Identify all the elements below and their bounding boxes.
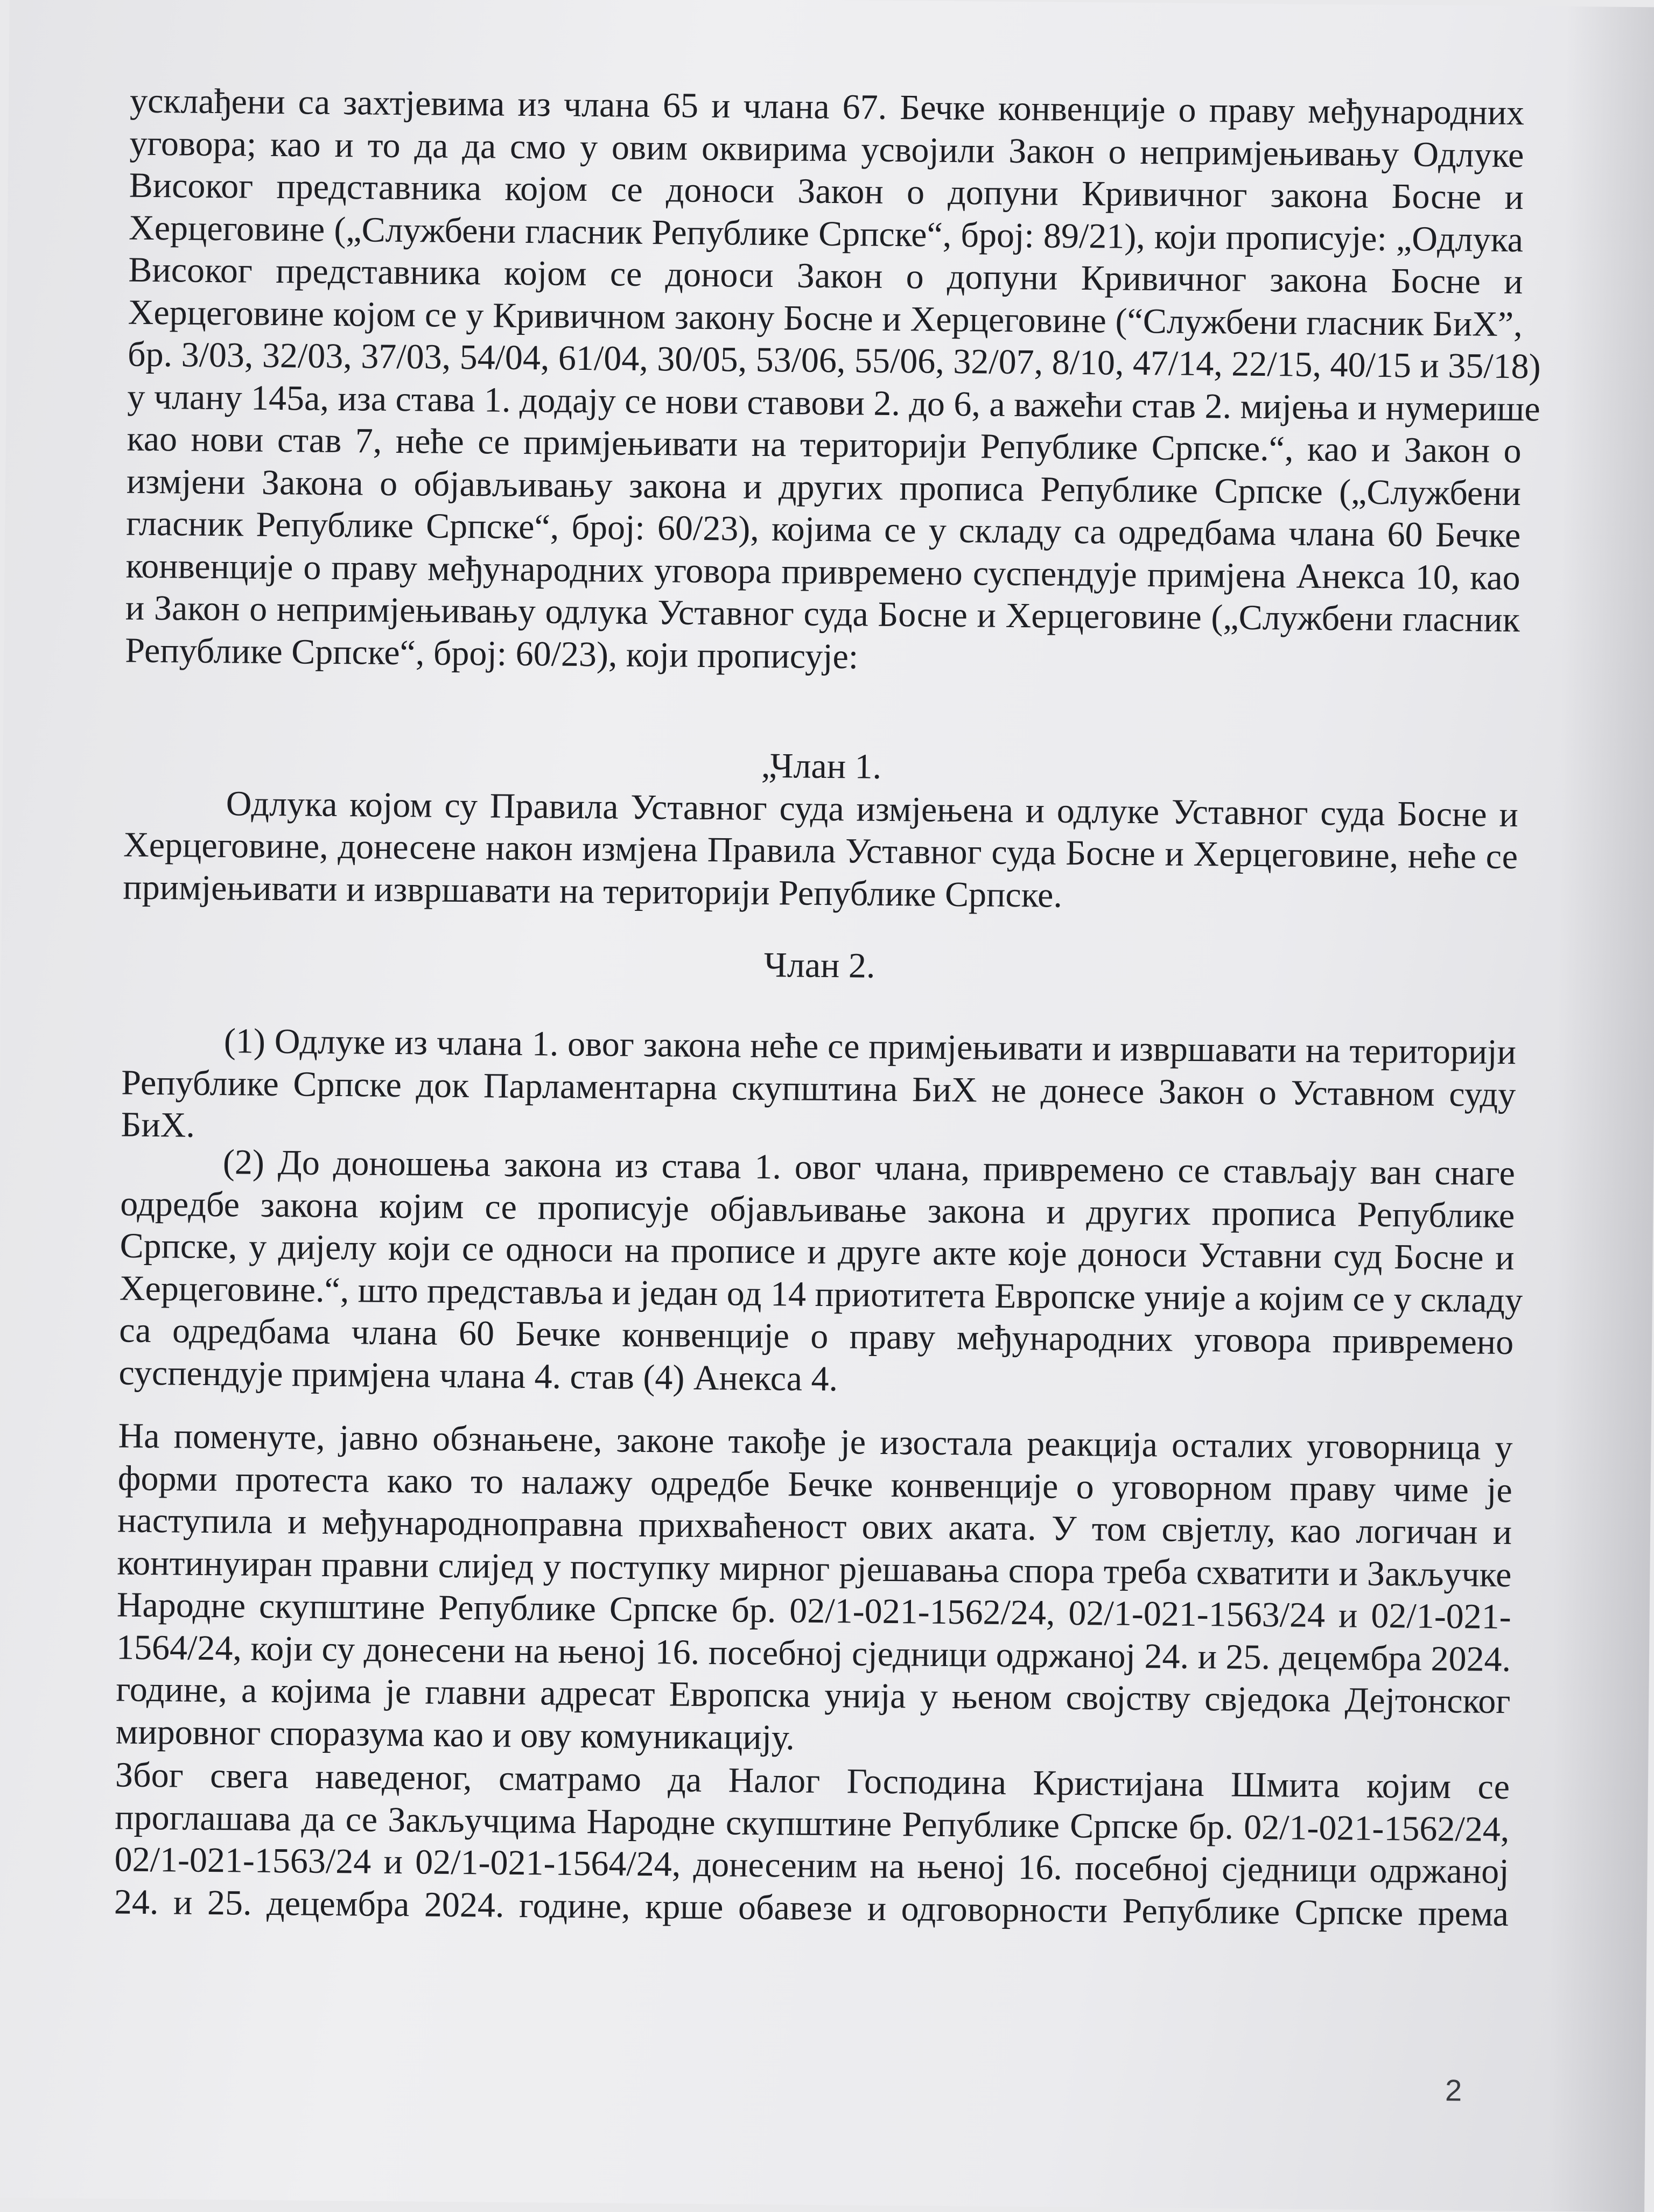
text-line: Херцеговине.“, што представља и један од 14 приотитета Европске уније а којим се у складу	[119, 1268, 1523, 1320]
text-line: Народне скупштине Републике Српске бр. 02/1-021-1562/24, 02/1-021-1563/24 и 02/1-021-	[116, 1585, 1512, 1637]
text-line: конвенције о праву међународних уговора привремено суспендује примјена Анекса 10, као	[125, 546, 1520, 598]
page-edge-shadow	[1547, 6, 1654, 2212]
text-line: наступила и међународноправна прихваћеност ових аката. У том свјетлу, као логичан и	[117, 1500, 1512, 1553]
article-2-heading-block	[122, 939, 1517, 993]
text-line: Високог представника којом се доноси Закон о допуни Кривичног закона Босне и	[129, 165, 1524, 217]
text-line: Херцеговине, донесене након измјена Правила Уставног суда Босне и Херцеговине, неће се	[123, 825, 1518, 877]
text-line: Због свега наведеног, сматрамо да Налог Господина Кристијана Шмита којим се	[115, 1755, 1510, 1807]
text-line: уговора; као и то да да смо у овим оквирима усвојили Закон о непримјењивању Одлуке	[129, 123, 1524, 175]
text-line: Републике Српске док Парламентарна скупштина БиХ не донесе Закон о Уставном суду	[121, 1063, 1516, 1114]
text-line: одредбе закона којим се прописује објављивање закона и других прописа Републике	[120, 1184, 1515, 1235]
text-line: са одредбама члана 60 Бечке конвенције о праву међународних уговора привремено	[118, 1310, 1514, 1363]
text-line: Одлука којом су Правила Уставног суда измјењена и одлуке Уставног суда Босне и	[226, 783, 1519, 834]
article-2-paragraph-1	[121, 1020, 1516, 1158]
text-line: суспендује примјена члана 4. став (4) Анекса 4.	[118, 1353, 838, 1399]
text-line: На поменуте, јавно обзнањене, законе такође је изостала реакција осталих уговорница у	[118, 1416, 1513, 1468]
text-line: и Закон о непримјењивању одлука Уставног суда Босне и Херцеговине („Службени гласник	[125, 588, 1520, 640]
paragraph-1	[124, 80, 1541, 684]
article-2-paragraph-2	[118, 1141, 1523, 1407]
paragraph-4	[114, 1754, 1510, 1936]
text-line: примјењивати и извршавати на територији Републике Српске.	[123, 867, 1063, 915]
text-line: (2) До доношења закона из става 1. овог члана, привремено се стављају ван снаге	[222, 1142, 1516, 1193]
text-line: измјени Закона о објављивању закона и других прописа Републике Српске („Службени	[126, 461, 1522, 513]
text-line: Српске, у дијелу који се односи на прописе и друге акте које доноси Уставни суд Босне и	[120, 1226, 1515, 1278]
text-line: 1564/24, који су донесени на њеној 16. посебној сједници одржаној 24. и 25. децембра 2024.	[116, 1627, 1511, 1679]
text-line: Херцеговине којом се у Кривичном закону Босне и Херцеговине (“Службени гласник БиХ”,	[128, 292, 1523, 344]
text-line: Републике Српске“, број: 60/23), који прописује:	[124, 630, 859, 676]
text-line: као нови став 7, неће се примјењивати на територији Републике Српске.“, као и Закон о	[127, 419, 1522, 471]
paragraph-3	[115, 1415, 1512, 1766]
text-line: Херцеговине („Службени гласник Републике Српске“, број: 89/21), који прописује: „Одлука	[128, 208, 1524, 259]
text-line: године, а којима је главни адресат Европска унија у њеном својству свједока Дејтонског	[116, 1669, 1511, 1722]
text-line: (1) Одлуке из члана 1. овог закона неће се примјењивати и извршавати на територији	[223, 1021, 1517, 1072]
text-line: проглашава да се Закључцима Народне скупштине Републике Српске бр. 02/1-021-1562/24,	[115, 1797, 1510, 1849]
text-line: мировног споразума као и ову комуникацију.	[115, 1712, 795, 1758]
text-line: форми протеста како то налажу одредбе Бечке конвенције о уговорном праву чиме је	[117, 1458, 1513, 1510]
article-1	[123, 740, 1519, 921]
text-line: 24. и 25. децембра 2024. године, крше обавезе и одговорности Републике Српске према	[114, 1882, 1509, 1934]
page-number: 2	[1445, 2073, 1462, 2108]
article-1-heading: „Члан 1.	[761, 746, 882, 787]
text-line: 02/1-021-1563/24 и 02/1-021-1564/24, донесеним на њеној 16. посебној сједници одржаној	[114, 1839, 1509, 1892]
text-line: бр. 3/03, 32/03, 37/03, 54/04, 61/04, 30/05, 53/06, 55/06, 32/07, 8/10, 47/14, 22/15, 40/15 и 35/18)	[127, 334, 1541, 387]
text-line: Високог представника којом се доноси Закон о допуни Кривичног закона Босне и	[128, 250, 1523, 302]
text-line: БиХ.	[121, 1105, 195, 1145]
text-line: гласник Републике Српске“, број: 60/23), којима се у складу са одредбама члана 60 Бечке	[126, 503, 1521, 556]
text-line: усклађени са захтјевима из члана 65 и члана 67. Бечке конвенције о праву међународних	[129, 81, 1525, 133]
article-2-heading: Члан 2.	[763, 945, 875, 986]
text-line: у члану 145а, иза става 1. додају се нови ставови 2. до 6, а важећи став 2. мијења и нумерише	[127, 377, 1540, 429]
text-line: континуиран правни слијед у поступку мирног рјешавања спора треба схватити и Закључке	[117, 1543, 1512, 1595]
